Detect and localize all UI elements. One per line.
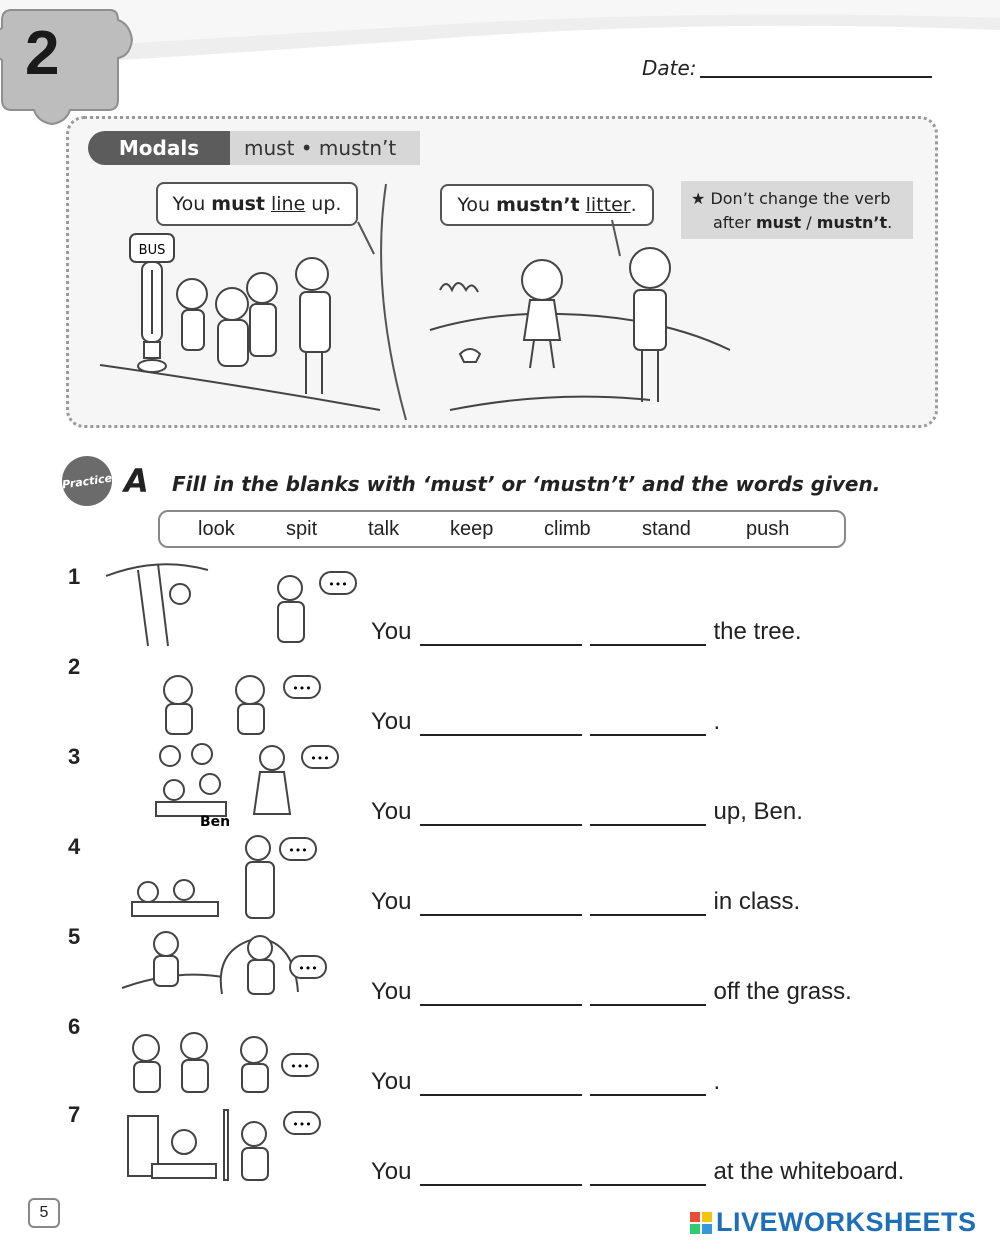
unit-number: 2 <box>25 19 60 88</box>
grammar-note: ★ Don’t change the verb after must / mustn’t. <box>681 181 913 239</box>
speech-dots: ••• <box>292 1118 312 1131</box>
date-input-line[interactable] <box>700 76 932 78</box>
answer-blank-2[interactable] <box>590 620 706 646</box>
speech-dots: ••• <box>310 752 330 765</box>
speech-dots: ••• <box>288 844 308 857</box>
answer-blank-2[interactable] <box>590 710 706 736</box>
question-number: 5 <box>68 924 81 949</box>
liveworksheets-logo-icon <box>690 1212 714 1236</box>
page-number: 5 <box>28 1198 60 1228</box>
word-bank-item: spit <box>286 517 318 540</box>
star-icon: ★ <box>691 189 706 208</box>
question-number: 1 <box>68 564 81 589</box>
question-number: 3 <box>68 744 81 769</box>
question-4-illustration <box>128 832 368 924</box>
word-bank <box>158 510 846 548</box>
word-bank-item: keep <box>450 517 494 540</box>
word-bank-item: push <box>746 517 790 540</box>
answer-blank-1[interactable] <box>420 1070 582 1096</box>
bus-sign-text: BUS <box>138 243 166 258</box>
answer-blank-1[interactable] <box>420 620 582 646</box>
answer-blank-2[interactable] <box>590 1070 706 1096</box>
question-sentence: You at the whiteboard. <box>371 1158 905 1185</box>
word-bank-item: stand <box>642 517 691 540</box>
question-2-illustration <box>150 668 370 738</box>
grammar-tab-words: must • mustn’t <box>230 131 420 165</box>
question-number: 4 <box>68 834 81 859</box>
question-sentence: You . <box>371 708 721 735</box>
question-sentence: You in class. <box>371 888 801 915</box>
answer-blank-2[interactable] <box>590 1160 706 1186</box>
illustration-label-ben: Ben <box>200 814 231 830</box>
speech-dots: ••• <box>290 1060 310 1073</box>
speech-bubble-must: You must line up. <box>156 182 358 226</box>
grammar-tab-title: Modals <box>88 131 230 165</box>
question-6-illustration <box>122 1028 372 1098</box>
question-sentence: You off the grass. <box>371 978 852 1005</box>
word-bank-item: talk <box>368 517 400 540</box>
queue-illustration <box>90 170 390 420</box>
question-number: 6 <box>68 1014 81 1039</box>
question-7-illustration <box>124 1106 374 1186</box>
speech-dots: ••• <box>298 962 318 975</box>
litter-illustration <box>430 220 750 420</box>
speech-dots: ••• <box>292 682 312 695</box>
brand-logo[interactable]: LIVEWORKSHEETS <box>716 1207 977 1237</box>
instructions: Fill in the blanks with ‘must’ or ‘mustn’t’ and the words given. <box>172 472 881 496</box>
puzzle-piece-icon <box>0 0 160 130</box>
answer-blank-2[interactable] <box>590 890 706 916</box>
question-sentence: You . <box>371 1068 721 1095</box>
practice-badge: Practice <box>59 453 115 509</box>
section-letter: A <box>124 462 149 500</box>
answer-blank-2[interactable] <box>590 800 706 826</box>
question-number: 7 <box>68 1102 81 1127</box>
answer-blank-1[interactable] <box>420 710 582 736</box>
answer-blank-2[interactable] <box>590 980 706 1006</box>
question-sentence: You the tree. <box>371 618 802 645</box>
word-bank-item: look <box>198 517 235 540</box>
question-sentence: You up, Ben. <box>371 798 803 825</box>
answer-blank-1[interactable] <box>420 800 582 826</box>
question-3-illustration <box>152 740 372 830</box>
speech-dots: ••• <box>328 578 348 591</box>
answer-blank-1[interactable] <box>420 980 582 1006</box>
word-bank-item: climb <box>544 517 591 540</box>
date-label: Date: <box>642 56 697 80</box>
question-number: 2 <box>68 654 81 679</box>
question-1-illustration <box>98 560 368 650</box>
speech-bubble-mustnt: You mustn’t litter . <box>440 184 654 226</box>
question-5-illustration <box>118 928 368 1000</box>
answer-blank-1[interactable] <box>420 890 582 916</box>
answer-blank-1[interactable] <box>420 1160 582 1186</box>
